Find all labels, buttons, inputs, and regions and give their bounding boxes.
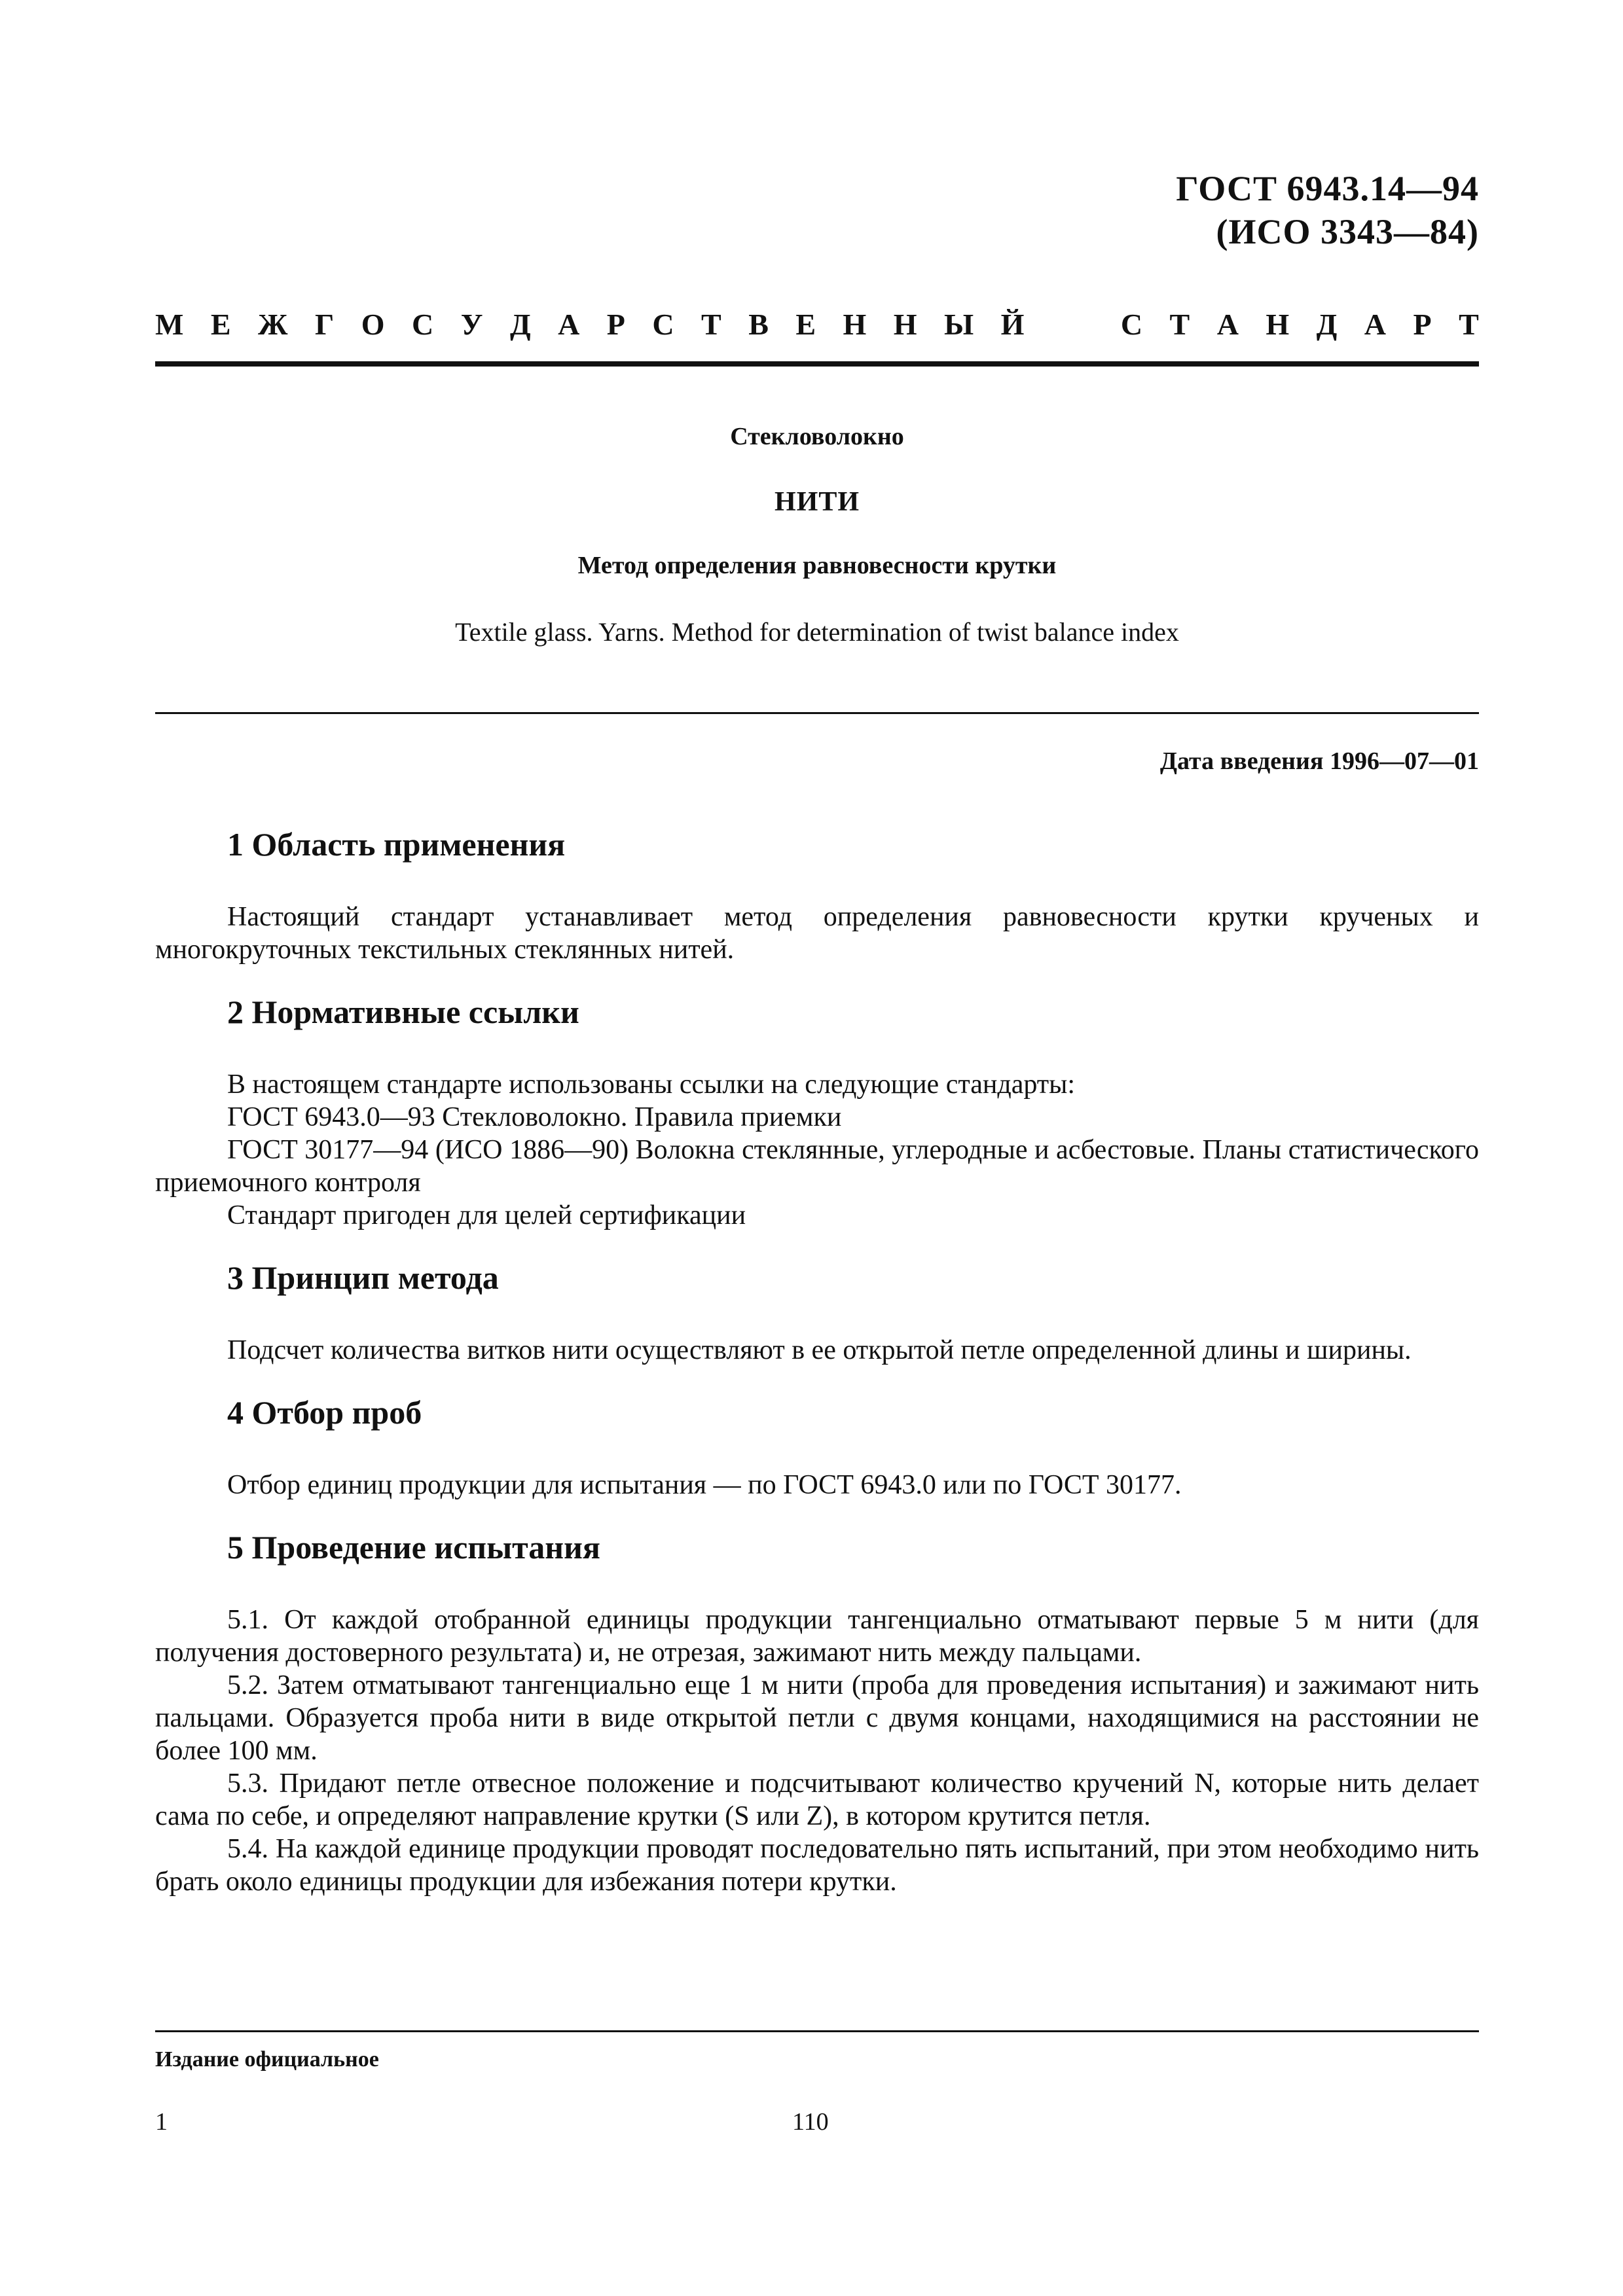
heading-letter: Н xyxy=(893,308,917,341)
paragraph: 5.2. Затем отматывают тангенциально еще 1 м нити (проба для проведения испытания) и зажимают нить пальцами. Образуется проба нити в виде открытой петли с двумя концами, находящимися на расстоянии не более 100 мм. xyxy=(155,1670,1479,1766)
section-2 xyxy=(155,992,1479,1232)
heading-letter: У xyxy=(460,308,483,341)
section-3 xyxy=(155,1258,1479,1367)
heading-letter: Й xyxy=(1000,308,1025,341)
title-english: Textile glass. Yarns. Method for determination of twist balance index xyxy=(455,617,1179,647)
paragraph: 5.4. На каждой единице продукции проводят последовательно пять испытаний, при этом необходимо нить брать около единицы продукции для избежания потери крутки. xyxy=(155,1834,1479,1897)
section-5 xyxy=(155,1528,1479,1898)
heading-letter: О xyxy=(361,308,385,341)
heading-letter: Ы xyxy=(944,308,974,341)
header-rule xyxy=(155,361,1479,367)
paragraph: Подсчет количества витков нити осуществляют в ее открытой петле определенной длины и ширины. xyxy=(227,1335,1412,1365)
heading-letter: Г xyxy=(315,308,335,341)
heading-letter: Ж xyxy=(258,308,288,341)
heading-letter: Н xyxy=(843,308,867,341)
title-subject: Стекловолокно xyxy=(730,423,904,450)
section-heading: 5 Проведение испытания xyxy=(227,1529,600,1566)
heading-letter: Т xyxy=(1169,308,1190,341)
heading-letter: Е xyxy=(795,308,816,341)
heading-letter: В xyxy=(748,308,769,341)
introduction-date: Дата введения 1996—07—01 xyxy=(1159,747,1479,775)
section-heading: 4 Отбор проб xyxy=(227,1394,422,1431)
heading-letter: Т xyxy=(701,308,721,341)
paragraph: 5.3. Придают петле отвесное положение и подсчитывают количество кручений N, которые нить делает сама по себе, и определяют направление крутки (S или Z), в котором крутится петля. xyxy=(155,1768,1479,1831)
page-index: 1 xyxy=(155,2108,168,2136)
edition-label: Издание официальное xyxy=(155,2047,379,2072)
paragraph: Настоящий стандарт устанавливает метод определения равновесности крутки крученых и многокруточных текстильных стеклянных нитей. xyxy=(155,902,1479,965)
heading-letter: М xyxy=(155,308,184,341)
heading-letter xyxy=(1051,306,1059,343)
iso-reference: (ИСО 3343—84) xyxy=(1216,212,1479,251)
heading-letter: Д xyxy=(1316,308,1338,341)
title-method: Метод определения равновесности крутки xyxy=(577,552,1057,579)
heading-letter: Е xyxy=(210,308,231,341)
heading-letter: С xyxy=(412,308,434,341)
reference-item: ГОСТ 6943.0—93 Стекловолокно. Правила приемки xyxy=(227,1102,842,1132)
section-heading: 3 Принцип метода xyxy=(227,1259,499,1296)
footer-rule xyxy=(155,2030,1479,2032)
page-number: 110 xyxy=(792,2108,829,2136)
section-4 xyxy=(155,1393,1479,1501)
section-1 xyxy=(155,825,1479,966)
section-heading: 1 Область применения xyxy=(227,826,566,863)
paragraph: Отбор единиц продукции для испытания — по ГОСТ 6943.0 или по ГОСТ 30177. xyxy=(227,1470,1182,1500)
standard-code xyxy=(1176,167,1479,253)
heading-letter: С xyxy=(1120,308,1143,341)
heading-letter xyxy=(1086,306,1094,343)
section-heading: 2 Нормативные ссылки xyxy=(227,994,579,1030)
paragraph: В настоящем стандарте использованы ссылки на следующие стандарты: xyxy=(227,1069,1076,1100)
heading-letter: Р xyxy=(1413,308,1432,341)
title-rule xyxy=(155,712,1479,714)
heading-letter: А xyxy=(1216,308,1239,341)
heading-letter: Н xyxy=(1266,308,1290,341)
heading-letter: Д xyxy=(509,308,531,341)
title-product: НИТИ xyxy=(774,487,860,517)
standard-number: ГОСТ 6943.14—94 xyxy=(1176,169,1479,208)
standard-type-heading xyxy=(155,306,1479,343)
heading-letter: Т xyxy=(1459,308,1479,341)
reference-item: ГОСТ 30177—94 (ИСО 1886—90) Волокна стеклянные, углеродные и асбестовые. Планы статистического приемочного контроля xyxy=(155,1135,1479,1198)
paragraph: 5.1. От каждой отобранной единицы продукции тангенциально отматывают первые 5 м нити (для получения достоверного результата) и, не отрезая, зажимают нить между пальцами. xyxy=(155,1605,1479,1668)
heading-letter: С xyxy=(652,308,674,341)
document-body xyxy=(155,825,1479,1898)
heading-letter: А xyxy=(558,308,580,341)
heading-letter: А xyxy=(1364,308,1387,341)
paragraph: Стандарт пригоден для целей сертификации xyxy=(227,1200,746,1230)
heading-letter: Р xyxy=(606,308,625,341)
